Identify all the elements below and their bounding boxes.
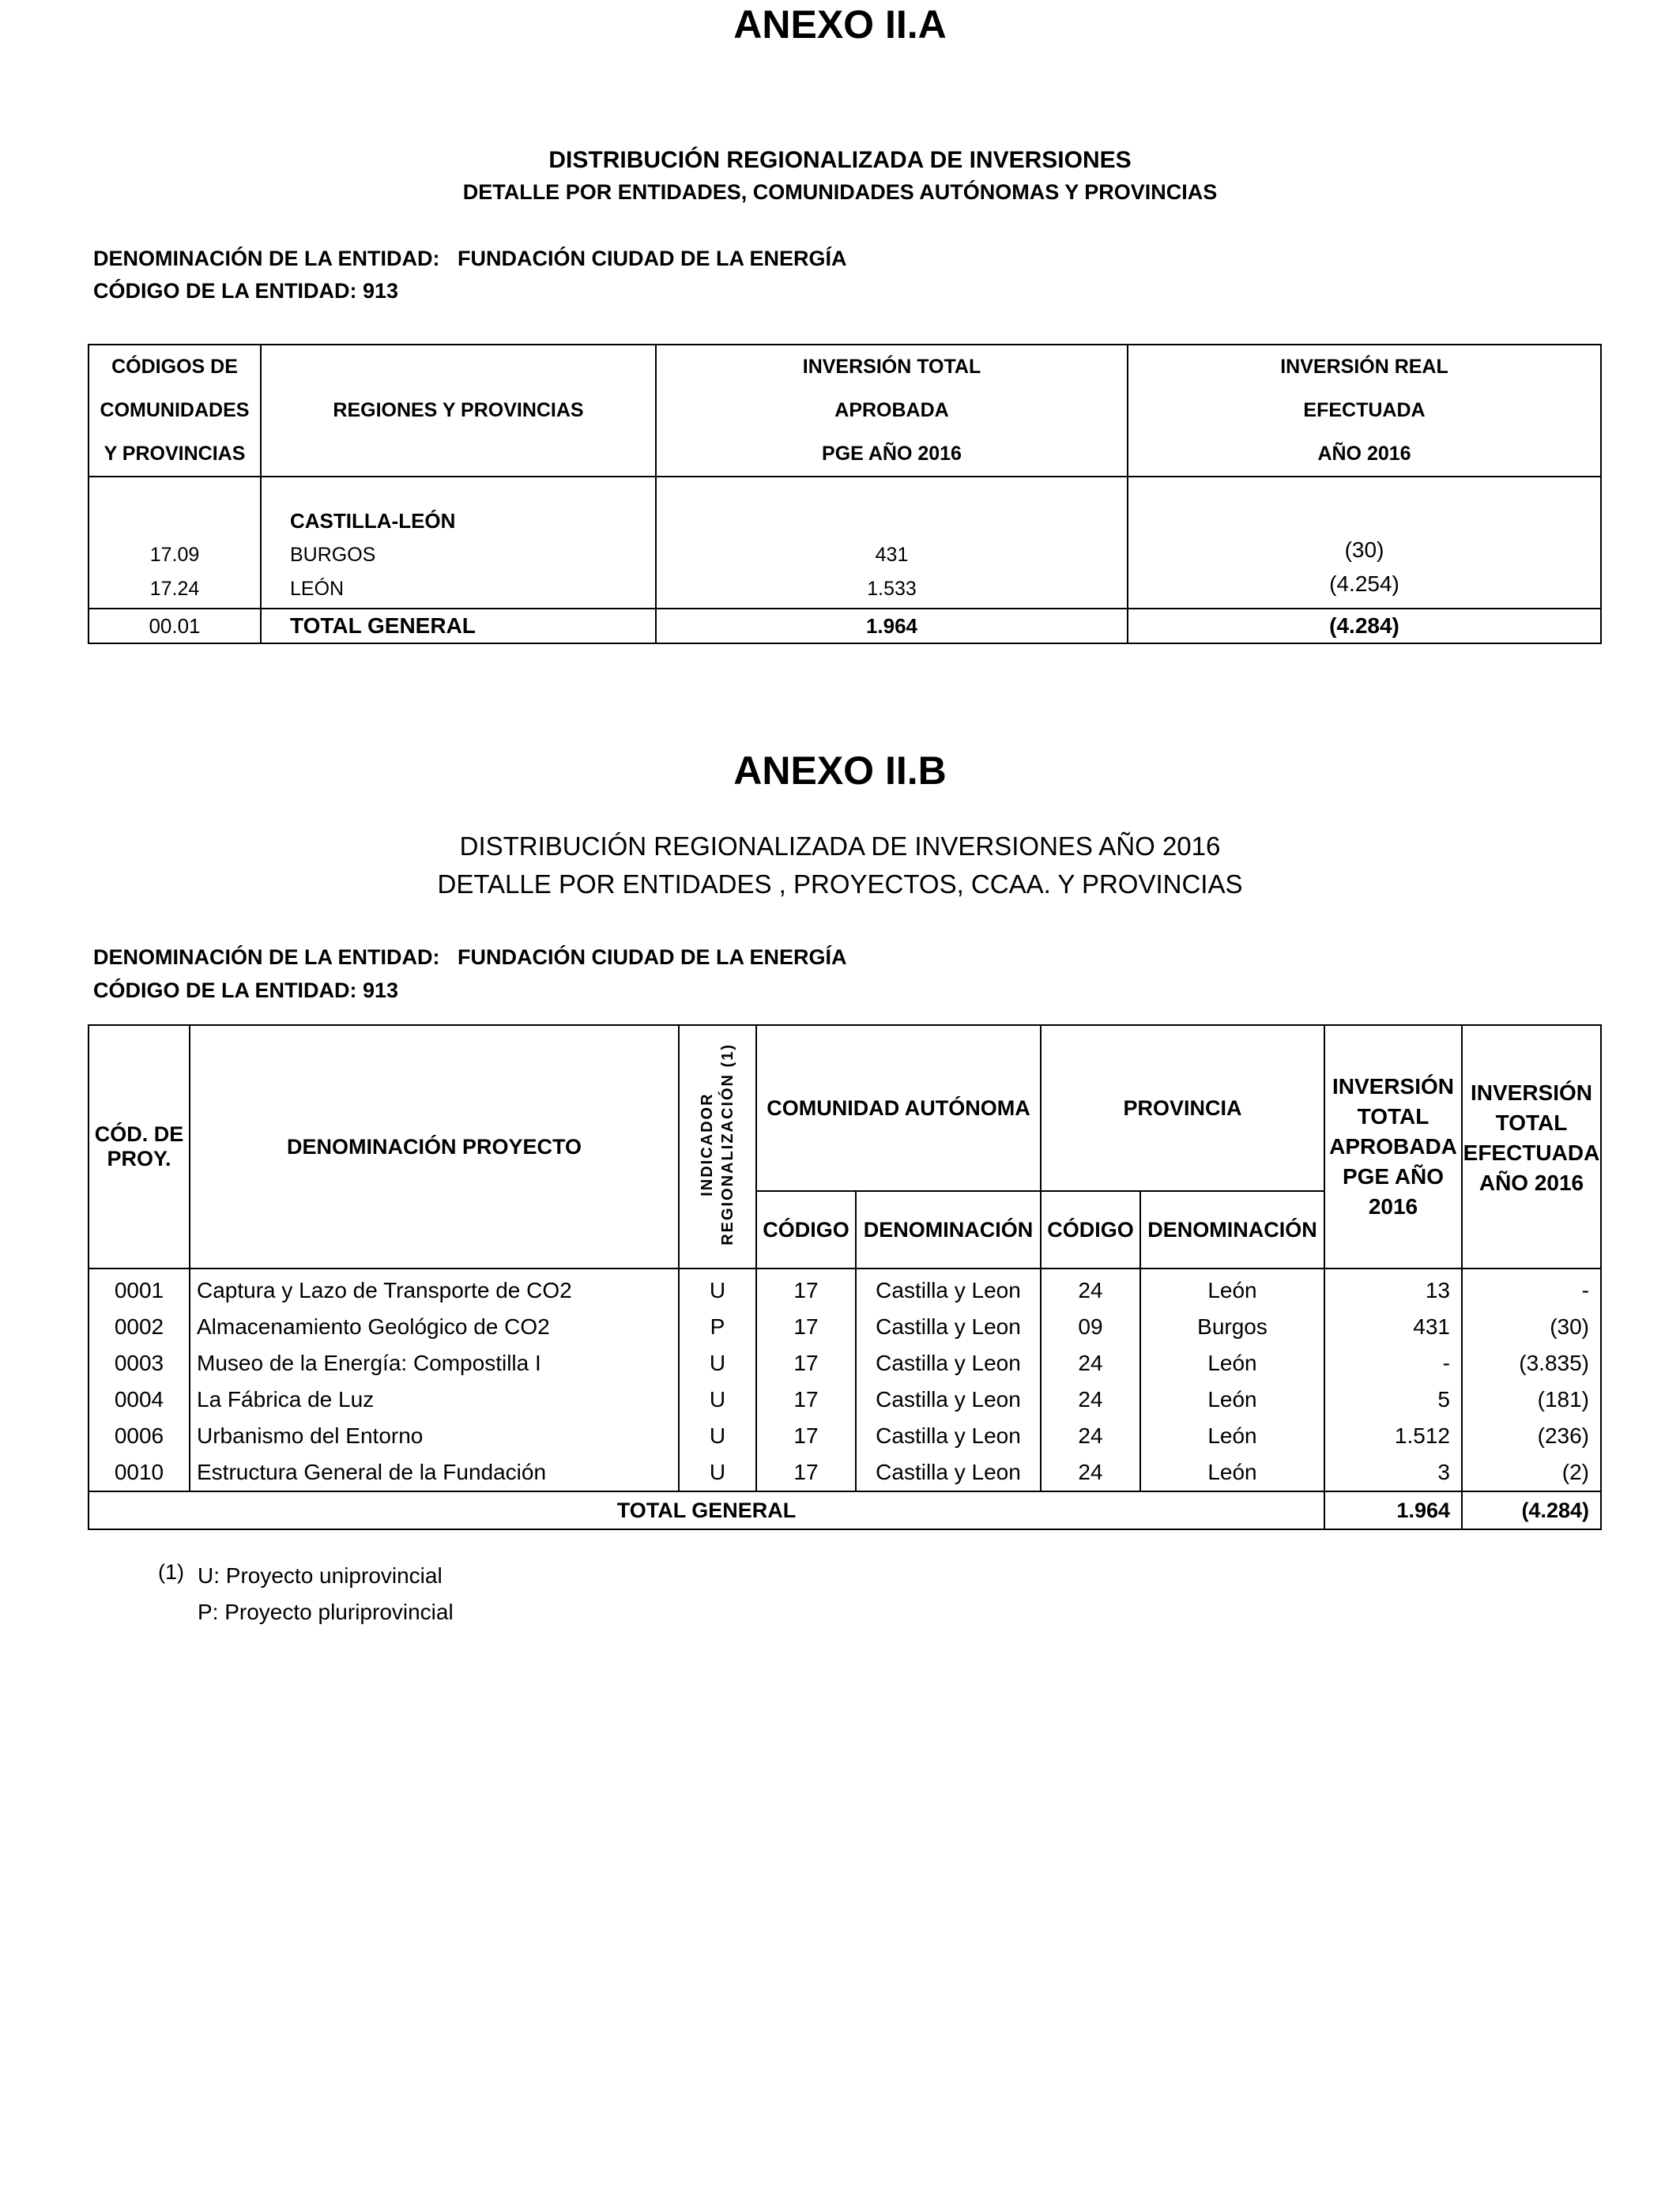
row-code: 17.24 [149, 578, 200, 600]
annex-a-subtitle-1: DISTRIBUCIÓN REGIONALIZADA DE INVERSIONES [548, 147, 1132, 173]
executed-amount: (2) [1462, 1454, 1601, 1491]
real-column [1128, 477, 1601, 609]
annex-a-total-row [89, 609, 1601, 643]
header-community: COMUNIDAD AUTÓNOMA [756, 1025, 1041, 1191]
header-prov-code: CÓDIGO [1041, 1191, 1140, 1269]
table-row [89, 1309, 1601, 1345]
approved-value: 431 [875, 544, 909, 566]
project-code: 0002 [89, 1309, 190, 1345]
header-executed-investment: INVERSIÓN TOTAL EFECTUADA AÑO 2016 [1462, 1025, 1601, 1269]
ca-name: Castilla y Leon [856, 1345, 1041, 1382]
prov-code: 24 [1041, 1345, 1140, 1382]
footnote-line-1: U: Proyecto uniprovincial [198, 1563, 443, 1588]
total-executed: (4.284) [1462, 1491, 1601, 1529]
total-label: TOTAL GENERAL [261, 609, 656, 643]
header-regions: REGIONES Y PROVINCIAS [261, 345, 656, 477]
prov-name: León [1140, 1269, 1324, 1309]
ca-name: Castilla y Leon [856, 1269, 1041, 1309]
annex-b-subtitle-2: DETALLE POR ENTIDADES , PROYECTOS, CCAA. Y PROVINCIAS [437, 869, 1243, 899]
header-prov-name: DENOMINACIÓN [1140, 1191, 1324, 1269]
table-row [89, 1454, 1601, 1491]
project-code: 0006 [89, 1418, 190, 1454]
prov-name: León [1140, 1418, 1324, 1454]
header-indicator: INDICADOR REGIONALIZACIÓN (1) [679, 1025, 756, 1269]
header-ca-name: DENOMINACIÓN [856, 1191, 1041, 1269]
table-row [89, 1418, 1601, 1454]
prov-code: 24 [1041, 1382, 1140, 1418]
annex-b-entity-line [93, 945, 847, 970]
ca-code: 17 [756, 1454, 856, 1491]
header-real: INVERSIÓN REAL EFECTUADA AÑO 2016 [1128, 345, 1601, 477]
project-indicator: U [679, 1418, 756, 1454]
annex-a-table [88, 344, 1602, 644]
project-name: Almacenamiento Geológico de CO2 [190, 1309, 679, 1345]
total-code: 00.01 [89, 609, 261, 643]
approved-value: 1.533 [867, 578, 917, 600]
prov-code: 24 [1041, 1418, 1140, 1454]
executed-amount: (3.835) [1462, 1345, 1601, 1382]
project-code: 0001 [89, 1269, 190, 1309]
row-code: 17.09 [149, 544, 200, 566]
ca-code: 17 [756, 1269, 856, 1309]
footnote-line-2: P: Proyecto pluriprovincial [198, 1600, 454, 1624]
project-indicator: U [679, 1269, 756, 1309]
project-indicator: U [679, 1454, 756, 1491]
real-value: (30) [1344, 537, 1384, 562]
project-name: La Fábrica de Luz [190, 1382, 679, 1418]
annex-b-subtitle-1: DISTRIBUCIÓN REGIONALIZADA DE INVERSIONES AÑO 2016 [459, 831, 1221, 861]
ca-name: Castilla y Leon [856, 1382, 1041, 1418]
project-name: Museo de la Energía: Compostilla I [190, 1345, 679, 1382]
project-name: Captura y Lazo de Transporte de CO2 [190, 1269, 679, 1309]
prov-name: León [1140, 1382, 1324, 1418]
project-name: Urbanismo del Entorno [190, 1418, 679, 1454]
approved-amount: 431 [1324, 1309, 1462, 1345]
annex-b-table [88, 1024, 1602, 1530]
entity-name: FUNDACIÓN CIUDAD DE LA ENERGÍA [458, 247, 847, 270]
annex-b-title: ANEXO II.B [733, 748, 947, 793]
region-name: CASTILLA-LEÓN [290, 509, 456, 533]
annex-a-subtitle-2: DETALLE POR ENTIDADES, COMUNIDADES AUTÓNOMAS Y PROVINCIAS [462, 180, 1218, 204]
ca-name: Castilla y Leon [856, 1418, 1041, 1454]
executed-amount: (236) [1462, 1418, 1601, 1454]
approved-column [656, 477, 1128, 609]
project-indicator: U [679, 1345, 756, 1382]
prov-name: Burgos [1140, 1309, 1324, 1345]
table-row [89, 1382, 1601, 1418]
header-codes: CÓDIGOS DE COMUNIDADES Y PROVINCIAS [89, 345, 261, 477]
table-row [89, 1269, 1601, 1309]
annex-a-title: ANEXO II.A [733, 2, 947, 47]
ca-code: 17 [756, 1418, 856, 1454]
project-indicator: U [679, 1382, 756, 1418]
approved-amount: - [1324, 1345, 1462, 1382]
prov-code: 24 [1041, 1454, 1140, 1491]
entity-label: DENOMINACIÓN DE LA ENTIDAD: [93, 945, 440, 969]
prov-code: 24 [1041, 1269, 1140, 1309]
total-label: TOTAL GENERAL [89, 1491, 1324, 1529]
annex-b-entity-code: CÓDIGO DE LA ENTIDAD: 913 [93, 978, 399, 1002]
header-province: PROVINCIA [1041, 1025, 1324, 1191]
executed-amount: (181) [1462, 1382, 1601, 1418]
header-project-name: DENOMINACIÓN PROYECTO [190, 1025, 679, 1269]
project-code: 0010 [89, 1454, 190, 1491]
approved-amount: 5 [1324, 1382, 1462, 1418]
ca-code: 17 [756, 1309, 856, 1345]
ca-name: Castilla y Leon [856, 1454, 1041, 1491]
approved-amount: 3 [1324, 1454, 1462, 1491]
project-name: Estructura General de la Fundación [190, 1454, 679, 1491]
regions-column [261, 477, 656, 609]
province-name: BURGOS [290, 544, 376, 566]
prov-code: 09 [1041, 1309, 1140, 1345]
entity-label: DENOMINACIÓN DE LA ENTIDAD: [93, 247, 440, 270]
project-indicator: P [679, 1309, 756, 1345]
real-value: (4.254) [1329, 571, 1399, 596]
approved-amount: 1.512 [1324, 1418, 1462, 1454]
executed-amount: - [1462, 1269, 1601, 1309]
codes-column [89, 477, 261, 609]
annex-b-total-row [89, 1491, 1601, 1529]
ca-code: 17 [756, 1382, 856, 1418]
approved-amount: 13 [1324, 1269, 1462, 1309]
ca-name: Castilla y Leon [856, 1309, 1041, 1345]
footnote-mark: (1) [158, 1560, 184, 1584]
province-name: LEÓN [290, 578, 345, 600]
ca-code: 17 [756, 1345, 856, 1382]
header-project-code: CÓD. DE PROY. [89, 1025, 190, 1269]
total-real: (4.284) [1128, 609, 1601, 643]
project-code: 0004 [89, 1382, 190, 1418]
prov-name: León [1140, 1345, 1324, 1382]
total-approved: 1.964 [1324, 1491, 1462, 1529]
table-row [89, 1345, 1601, 1382]
annex-a-entity-code: CÓDIGO DE LA ENTIDAD: 913 [93, 279, 399, 303]
header-approved: INVERSIÓN TOTAL APROBADA PGE AÑO 2016 [656, 345, 1128, 477]
header-approved-investment: INVERSIÓN TOTAL APROBADA PGE AÑO 2016 [1324, 1025, 1462, 1269]
header-ca-code: CÓDIGO [756, 1191, 856, 1269]
annex-a-entity-line [93, 247, 847, 271]
entity-name: FUNDACIÓN CIUDAD DE LA ENERGÍA [458, 945, 847, 969]
total-approved: 1.964 [656, 609, 1128, 643]
executed-amount: (30) [1462, 1309, 1601, 1345]
project-code: 0003 [89, 1345, 190, 1382]
prov-name: León [1140, 1454, 1324, 1491]
